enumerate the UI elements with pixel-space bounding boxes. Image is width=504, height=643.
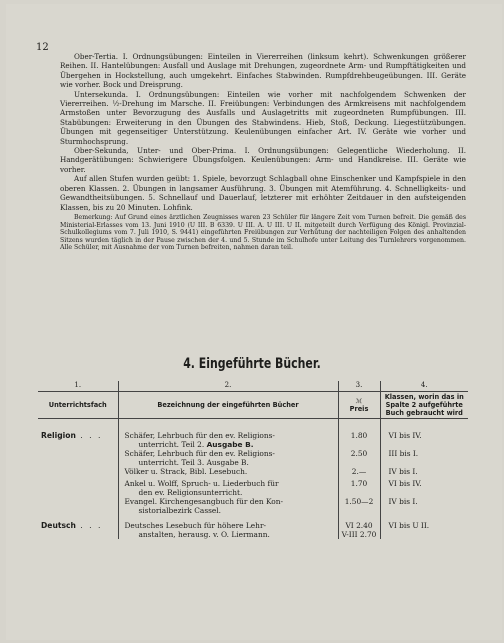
book-title-line: Völker u. Strack, Bibl. Lesebuch. <box>124 467 248 476</box>
column-header: Klassen, worin das in Spalte 2 aufgeführte Buch gebraucht wird <box>380 392 468 419</box>
body-text <box>60 52 466 252</box>
book-title-continuation <box>125 530 335 539</box>
price-cell: 1.50—2 <box>338 497 380 515</box>
subject-cell <box>38 497 118 515</box>
price-cell: 2.50 <box>338 449 380 467</box>
classes-cell: IV bis I. <box>380 497 468 515</box>
book-detail: unterricht. Teil 2. <box>138 440 205 449</box>
book-cell <box>118 515 338 539</box>
subject-cell <box>38 467 118 479</box>
subject-cell <box>38 449 118 467</box>
paragraph: Ober-Sekunda, Unter- und Ober-Prima. I. Ordnungsübungen: Gelegentliche Wiederholung. II. Handgerätübungen: Schwierigere Übungsfolgen. Keulenübungen: Arm- und Handkreise. III. Geräte wie vorher. <box>60 146 466 174</box>
table-row <box>38 479 468 497</box>
column-header: Bezeichnung der eingeführten Bücher <box>118 392 338 419</box>
book-detail: sistorialbezirk Cassel. <box>138 506 221 515</box>
book-cell <box>118 419 338 450</box>
book-title-line: Ankel u. Wolff, Spruch- u. Liederbuch für <box>124 479 279 488</box>
table-row <box>38 515 468 539</box>
price-cell: VI 2.40 V-III 2.70 <box>338 515 380 539</box>
books-table <box>38 381 468 539</box>
book-title-line: Schäfer, Lehrbuch für den ev. Religions- <box>124 449 275 458</box>
book-detail: den ev. Religionsunterricht. <box>138 488 243 497</box>
subject-cell <box>38 479 118 497</box>
book-title-line: Evangel. Kirchengesangbuch für den Kon- <box>124 497 284 506</box>
book-cell <box>118 479 338 497</box>
subject-cell: Deutsch . . . <box>41 521 103 530</box>
subject-cell: Religion . . . <box>41 431 103 440</box>
column-number-row <box>38 381 468 392</box>
table-row <box>38 497 468 515</box>
table-row <box>38 419 468 450</box>
book-detail: anstalten, herausg. v. O. Liermann. <box>138 530 270 539</box>
book-title-line: Schäfer, Lehrbuch für den ev. Religions- <box>124 431 275 440</box>
column-number: 2. <box>118 381 338 392</box>
book-title-continuation <box>125 506 335 515</box>
table-row <box>38 449 468 467</box>
column-number: 3. <box>338 381 380 392</box>
book-cell <box>118 497 338 515</box>
remark-note: Bemerkung: Auf Grund eines ärztlichen Zeugnisses waren 23 Schüler für längere Zeit vom Turnen befreit. Die gemäß des Ministerial-Erlasses vom 13. Juni 1910 (U III. B 6339. U III. A. U III. U II. mitgeteilt durch Verfügung des Königl. Provinzial-Schulkollegiums vom 7. Juli 1910, S. 9441) eingeführten Freiübungen zur Verhütung der nachteiligen Folgen des anhaltenden Sitzens wurden täglich in der Pause zwischen der 4. und 5. Stunde im Schulhofe unter Leitung des Turnlehrers vorgenommen. Alle Schüler, mit Ausnahme der vom Turnen befreiten, nahmen daran teil. <box>60 213 466 252</box>
column-header: Unterrichtsfach <box>38 392 118 419</box>
classes-cell: III bis I. <box>380 449 468 467</box>
price-unit: ℳ <box>355 397 363 405</box>
subject-name: Religion <box>41 431 76 440</box>
book-cell <box>118 449 338 467</box>
classes-cell: VI bis IV. <box>380 479 468 497</box>
price-cell: 2.— <box>338 467 380 479</box>
book-edition: Ausgabe B. <box>206 440 254 449</box>
book-detail: unterricht. Teil 3. Ausgabe B. <box>138 458 249 467</box>
paragraph: Ober-Tertia. I. Ordnungsübungen: Einteilen in Viererreihen (linksum kehrt). Schwenkungen größerer Reihen. II. Hantelübungen: Ausfall und Auslage mit Drehungen, zugeordnete Arm- und Rumpftätigkeiten und Übergehen in Hockstellung, auch umgekehrt. Einfaches Stabwinden. Rumpfdrehbeugeübungen. III. Geräte wie vorher. Bock und Dreisprung. <box>60 52 466 90</box>
book-title-continuation <box>125 488 335 497</box>
price-header: Preis <box>349 404 369 413</box>
paragraph: Auf allen Stufen wurden geübt: 1. Spiele, bevorzugt Schlagball ohne Einschenker und Kampfspiele in den oberen Klassen. 2. Übungen in langsamer Ausführung. 3. Übungen mit Atemführung. 4. Schnelligkeits- und Gewandtheitsübungen. 5. Schnellauf und Dauerlauf, letzterer mit erhöhter Zeitdauer in den aufsteigenden Klassen, bis zu 20 Minuten. Lohfink. <box>60 174 466 212</box>
book-title-continuation <box>125 458 335 467</box>
subject-name: Deutsch <box>41 521 76 530</box>
price-cell: 1.70 <box>338 479 380 497</box>
book-title-continuation <box>125 440 335 449</box>
paragraph: Untersekunda. I. Ordnungsübungen: Einteilen wie vorher mit nachfolgendem Schwenken der Viererreihen. ½-Drehung im Marsche. II. Freiübungen: Verbindungen des Armkreisens mit nachfolgendem Armstoßen unter Bevorzugung des Ausfalls und Auslagetritts mit zugeordneten Rumpfübungen. III. Stabübungen: Erweiterung in den Übungen des Stabwindens. Hieb, Stoß, Deckung. Liegestützübungen. Übungen mit gegenseitiger Unterstützung. Keulenübungen einfacher Art. IV. Geräte wie vorher und Sturmhochsprung. <box>60 89 466 146</box>
column-number: 1. <box>38 381 118 392</box>
classes-cell: VI bis U II. <box>380 515 468 539</box>
column-header <box>338 392 380 419</box>
classes-cell: VI bis IV. <box>380 419 468 450</box>
book-title-line: Deutsches Lesebuch für höhere Lehr- <box>124 521 266 530</box>
table-body <box>38 419 468 540</box>
section-title: 4. Eingeführte Bücher. <box>183 356 321 372</box>
column-number: 4. <box>380 381 468 392</box>
book-cell <box>118 467 338 479</box>
page-number: 12 <box>36 42 49 53</box>
table-row <box>38 467 468 479</box>
classes-cell: IV bis I. <box>380 467 468 479</box>
price-cell: 1.80 <box>338 419 380 450</box>
header-row <box>38 392 468 419</box>
